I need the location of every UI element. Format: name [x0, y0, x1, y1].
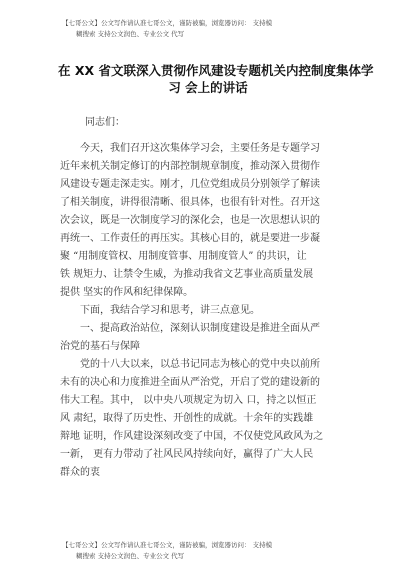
- paragraph-line: 一新， 更有力带动了社风民风持续向好，赢得了广大人民: [60, 449, 314, 460]
- paragraph-line: 未有的决心和力度推进全面从严治党，开启了党的建设新的: [60, 377, 320, 388]
- paragraph-line: 辩地 证明，作风建设深刻改变了中国，不仅使党风政风为之: [60, 431, 324, 442]
- paragraph-line: 风 肃纪，取得了历史性、开创性的成就。十余年的实践雄: [60, 413, 314, 424]
- paragraph-line: 铁 规矩力、让禁令生威，为推动我省文艺事业高质量发展: [60, 269, 314, 280]
- document-title: [58, 62, 374, 96]
- section-heading-1: [60, 320, 352, 356]
- paragraph-outline: 下面，我结合学习和思考，讲三点意见。: [80, 305, 260, 316]
- header-banner: [62, 18, 362, 40]
- document-body: [60, 114, 352, 482]
- paragraph-line: 次会议，既是一次制度学习的深化会，也是一次思想认识的: [60, 215, 320, 226]
- paragraph-line: 风建设专题走深走实。刚才，几位党组成员分别领学了解读: [60, 179, 320, 190]
- paragraph-line: 再统一、工作责任的再压实。其核心目的，就是要进一步凝: [60, 233, 320, 244]
- heading-line: 治党的基石与保障: [60, 341, 140, 352]
- paragraph-line: 聚 “用制度管权、用制度管事、用制度管人” 的共识，让: [60, 251, 307, 262]
- banner-line-1: 【七哥公文】公文写作请认准七哥公文，谨防被骗，浏览器访问： 支持模: [62, 19, 273, 27]
- footer-banner: [62, 540, 362, 562]
- banner-line-2: 糊搜索 支持公文润色、专业公文 代写: [76, 552, 185, 560]
- greeting: 同志们：: [85, 117, 125, 128]
- paragraph-line: 群众的衷: [60, 467, 100, 478]
- heading-line: 一、提高政治站位，深刻认识制度建设是推进全面从严: [80, 323, 320, 334]
- title-line-1: 在 XX 省文联深入贯彻作风建设专题机关内控制度集体学: [58, 63, 374, 78]
- paragraph-intro: [60, 140, 352, 302]
- paragraph-line: 了相关制度，讲得很清晰、很具体，也很有针对性。召开这: [60, 197, 320, 208]
- title-line-2: 习 会上的讲话: [168, 80, 248, 95]
- paragraph-line: 党的十八大以来，以总书记同志为核心的党中央以前所: [80, 359, 320, 370]
- paragraph-line: 今天，我们召开这次集体学习会，主要任务是专题学习: [80, 143, 320, 154]
- paragraph-line: 伟大工程。其中， 以中央八项规定为切入 口，持之以恒正: [60, 395, 317, 406]
- paragraph-line: 提供 坚实的作风和纪律保障。: [60, 287, 194, 298]
- banner-line-1: 【七哥公文】公文写作请认准七哥公文，谨防被骗，浏览器访问： 支持模: [62, 541, 273, 549]
- banner-line-2: 糊搜索 支持公文润色、专业公文 代写: [76, 30, 185, 38]
- paragraph-section-1: [60, 356, 352, 482]
- paragraph-line: 近年来机关制定修订的内部控制规章制度，推动深入贯彻作: [60, 161, 320, 172]
